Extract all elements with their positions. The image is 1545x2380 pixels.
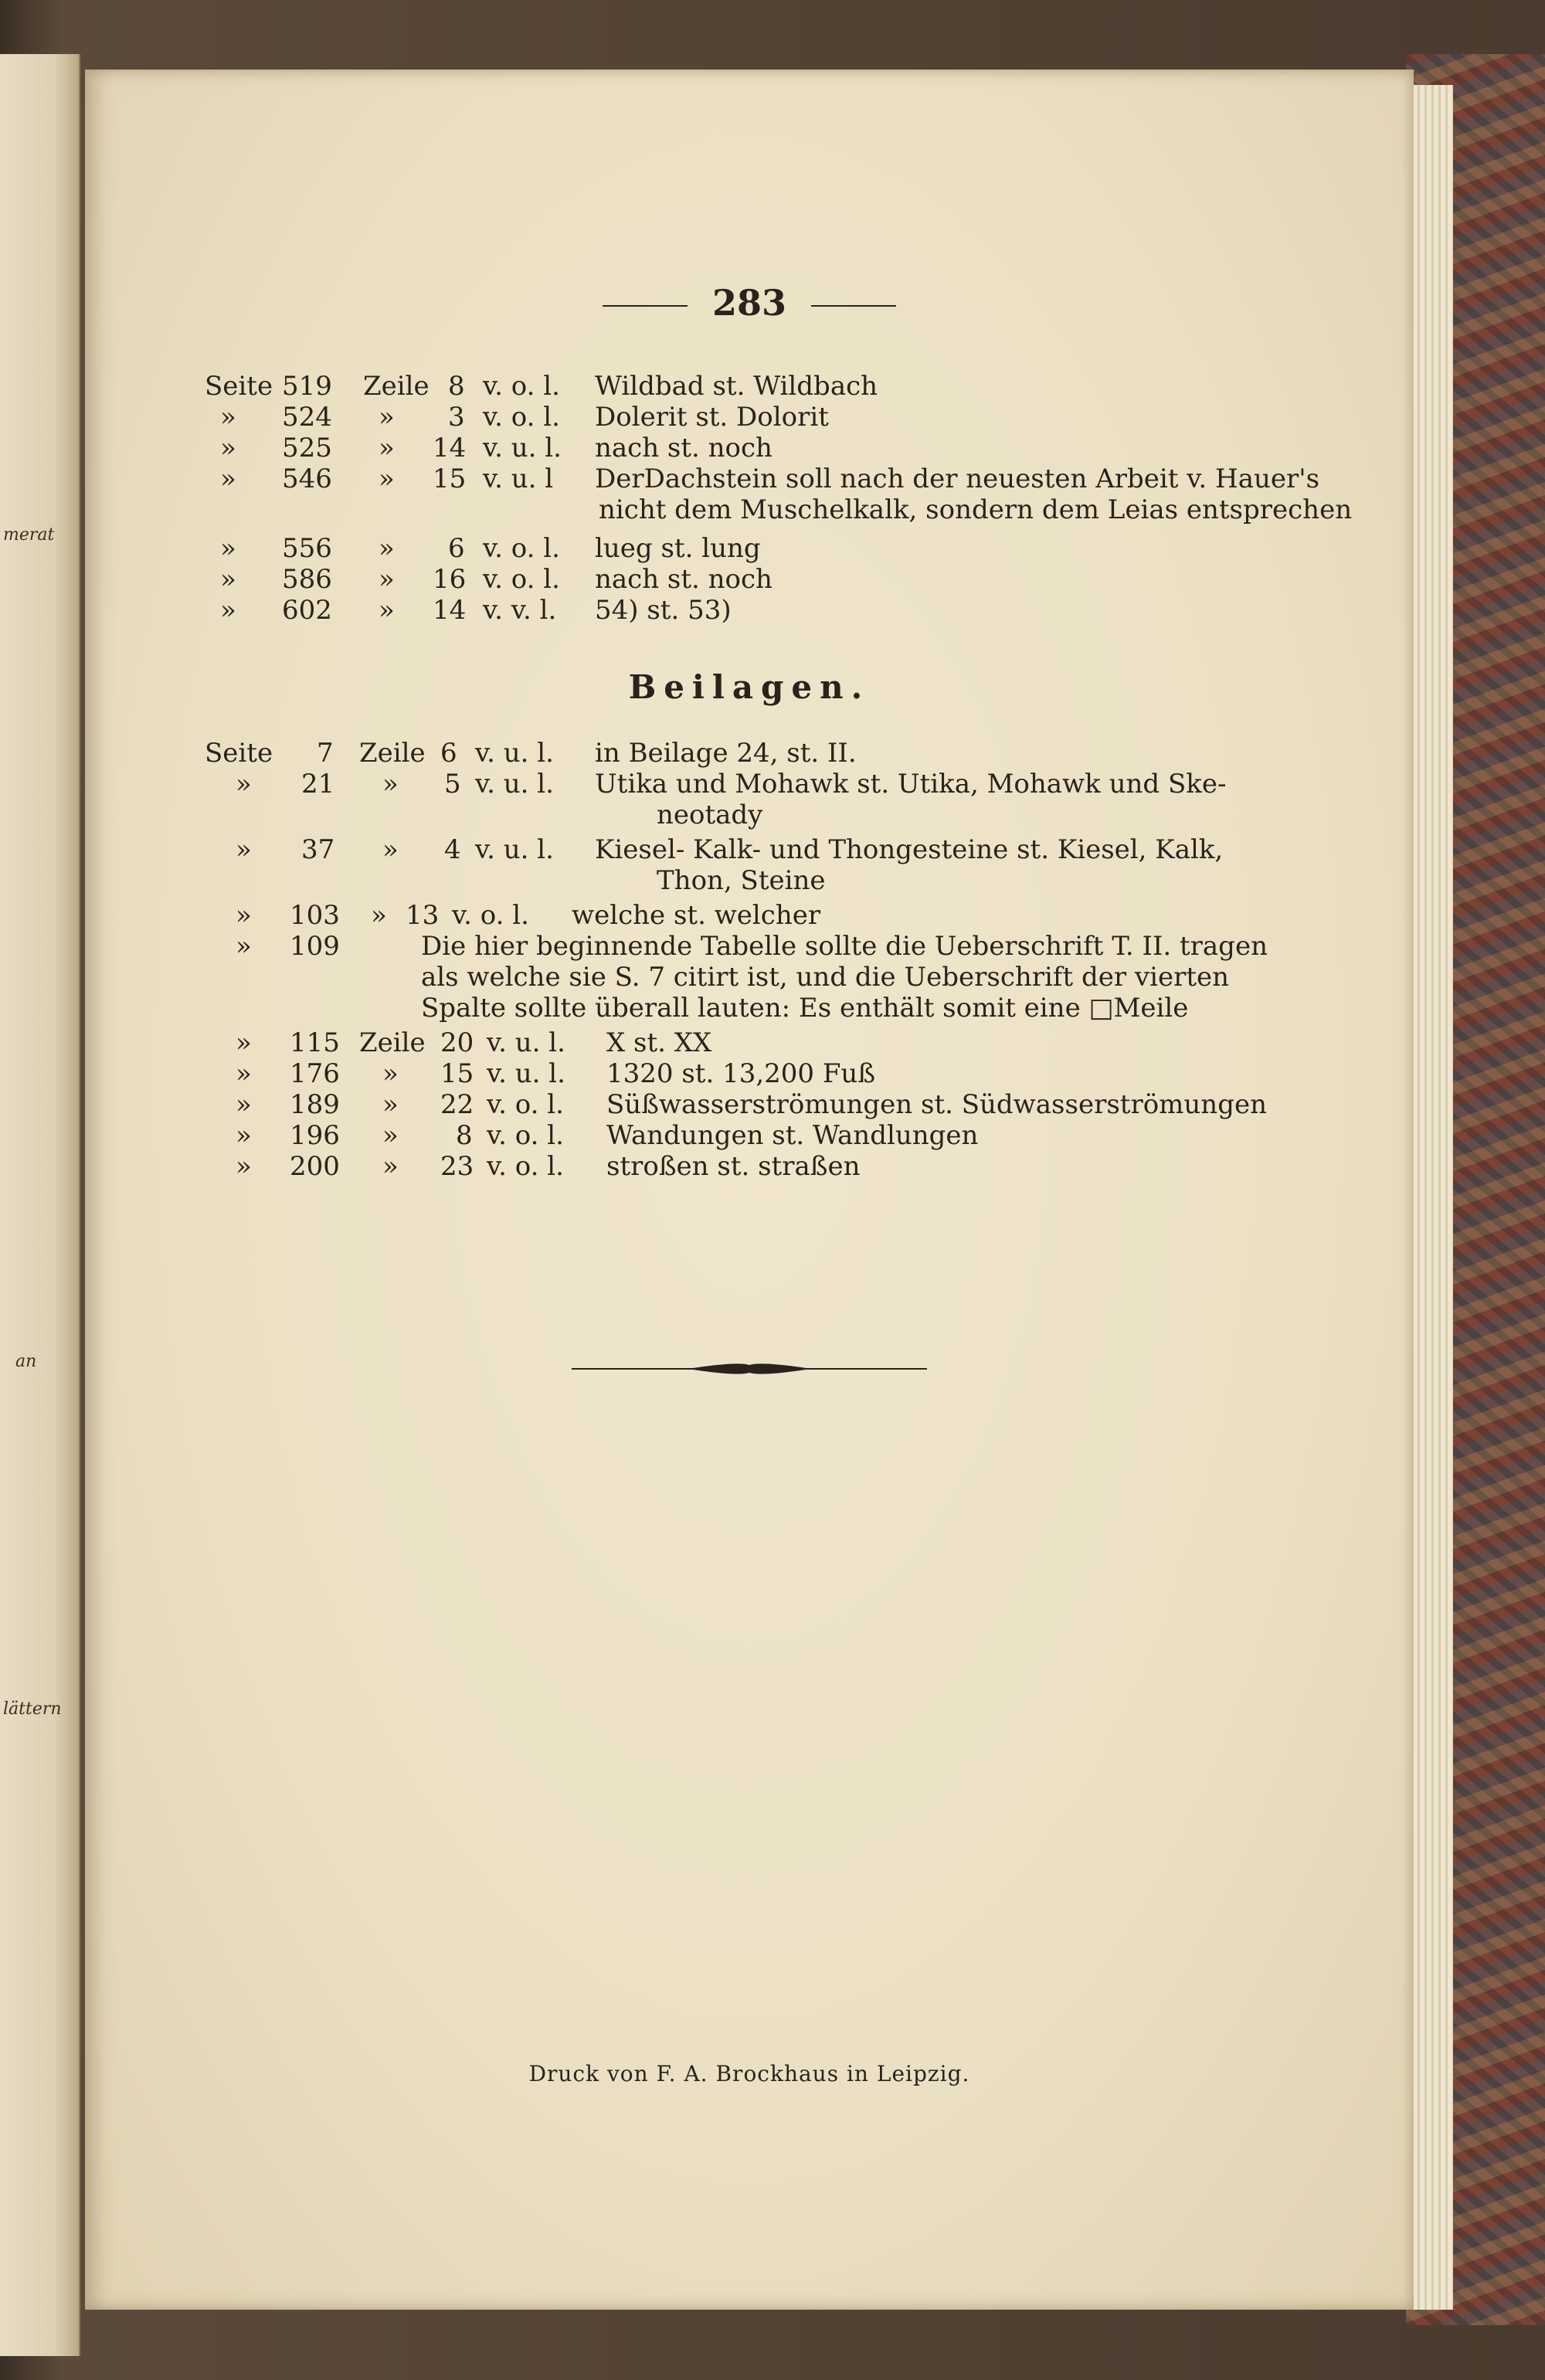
position: v. u. l. [475,769,554,800]
line-ref: 5 [444,769,461,800]
line-ref: 14 [433,595,467,626]
ditto-mark: » [220,595,236,626]
ditto-mark: » [379,463,395,494]
ditto-mark: » [382,1120,399,1151]
line-ref: 13 [406,900,440,931]
ditto-mark: » [236,769,252,800]
correction: 1320 st. 13,200 Fuß [606,1058,876,1089]
header-rule-right [811,305,896,307]
page-ref: 109 [290,931,340,962]
page-ref: 556 [282,533,332,564]
page-number-header [85,282,1414,324]
page-ref: 37 [301,834,335,865]
position: v. u. l. [487,1058,565,1089]
position: v. o. l. [483,371,560,402]
zeile-label: Zeile [359,1027,426,1058]
correction: Kiesel- Kalk- und Thongesteine st. Kiesel, Kalk, [595,834,1224,865]
ditto-mark: » [236,1089,252,1120]
correction: nach st. noch [595,433,772,463]
ditto-mark: » [236,1120,252,1151]
line-ref: 14 [433,433,467,463]
correction-continuation: nicht dem Muschelkalk, sondern dem Leias entsprechen [599,494,1353,525]
page-ref: 524 [282,402,332,433]
correction: Süßwasserströmungen st. Südwasserströmungen [606,1089,1267,1120]
correction: Utika und Mohawk st. Utika, Mohawk und Ske- [595,769,1227,800]
ditto-mark: » [382,1058,399,1089]
page-ref: 21 [301,769,335,800]
ditto-mark: » [379,564,395,595]
correction: nach st. noch [595,564,772,595]
ditto-mark: » [379,402,395,433]
seite-label: Seite [205,738,273,769]
decorative-rule-ornament [572,1360,927,1378]
ditto-mark: » [382,834,399,865]
ditto-mark: » [220,433,236,463]
page-ref: 546 [282,463,332,494]
position: v. o. l. [487,1151,564,1182]
ditto-mark: » [382,769,399,800]
position: v. u. l. [483,433,562,463]
ditto-mark: » [236,931,252,962]
line-ref: 22 [440,1089,474,1120]
left-page-fragment: merat [3,525,55,545]
position: v. u. l. [487,1027,565,1058]
printer-colophon: Druck von F. A. Brockhaus in Leipzig. [528,2061,970,2086]
page-number: 283 [711,282,787,324]
correction: 54) st. 53) [595,595,732,626]
position: v. u. l [483,463,554,494]
ditto-mark: » [236,834,252,865]
line-ref: 15 [433,463,467,494]
correction: welche st. welcher [572,900,821,931]
position: v. o. l. [483,402,560,433]
line-ref: 3 [448,402,465,433]
position: v. u. l. [475,834,554,865]
correction: DerDachstein soll nach der neuesten Arbeit v. Hauer's [595,463,1320,494]
correction: Wildbad st. Wildbach [595,371,878,402]
ditto-mark: » [220,402,236,433]
position: v. u. l. [475,738,554,769]
ditto-mark: » [220,564,236,595]
correction: Dolerit st. Dolorit [595,402,829,433]
header-rule-left [603,305,688,307]
correction: in Beilage 24, st. II. [595,738,857,769]
book-page [85,70,1414,2310]
line-ref: 8 [456,1120,473,1151]
line-ref: 8 [448,371,465,402]
ditto-mark: » [220,533,236,564]
position: v. o. l. [487,1120,564,1151]
page-ref: 200 [290,1151,340,1182]
correction: stroßen st. straßen [606,1151,861,1182]
correction: lueg st. lung [595,533,761,564]
left-page-fragment: lättern [3,1699,62,1719]
page-ref: 586 [282,564,332,595]
position: v. o. l. [487,1089,564,1120]
zeile-label: Zeile [359,738,426,769]
correction-continuation: Spalte sollte überall lauten: Es enthält somit eine □Meile [421,993,1189,1024]
correction-continuation: neotady [657,800,763,830]
ditto-mark: » [371,900,387,931]
zeile-label: Zeile [363,371,430,402]
seite-label: Seite [205,371,273,402]
left-page-fragment: an [15,1352,37,1371]
ditto-mark: » [236,1058,252,1089]
page-ref: 525 [282,433,332,463]
ditto-mark: » [382,1151,399,1182]
correction: X st. XX [606,1027,712,1058]
page-ref: 7 [317,738,334,769]
page-ref: 176 [290,1058,340,1089]
line-ref: 6 [448,533,465,564]
page-ref: 602 [282,595,332,626]
position: v. v. l. [483,595,557,626]
ditto-mark: » [379,595,395,626]
position: v. o. l. [483,564,560,595]
correction-continuation: als welche sie S. 7 citirt ist, und die Ueberschrift der vierten [421,962,1230,993]
correction: Die hier beginnende Tabelle sollte die Ueberschrift T. II. tragen [421,931,1268,962]
line-ref: 20 [440,1027,474,1058]
position: v. o. l. [483,533,560,564]
line-ref: 4 [444,834,461,865]
page-ref: 189 [290,1089,340,1120]
section-title-beilagen: Beilagen. [628,668,871,706]
page-ref: 115 [290,1027,340,1058]
ditto-mark: » [236,900,252,931]
ditto-mark: » [236,1027,252,1058]
page-ref: 196 [290,1120,340,1151]
ditto-mark: » [382,1089,399,1120]
position: v. o. l. [452,900,529,931]
ditto-mark: » [236,1151,252,1182]
line-ref: 6 [440,738,457,769]
ditto-mark: » [379,533,395,564]
correction: Wandungen st. Wandlungen [606,1120,979,1151]
page-ref: 103 [290,900,340,931]
ditto-mark: » [220,463,236,494]
line-ref: 16 [433,564,467,595]
line-ref: 15 [440,1058,474,1089]
line-ref: 23 [440,1151,474,1182]
left-facing-page [0,54,80,2356]
correction-continuation: Thon, Steine [657,865,826,896]
page-ref: 519 [282,371,332,402]
ditto-mark: » [379,433,395,463]
